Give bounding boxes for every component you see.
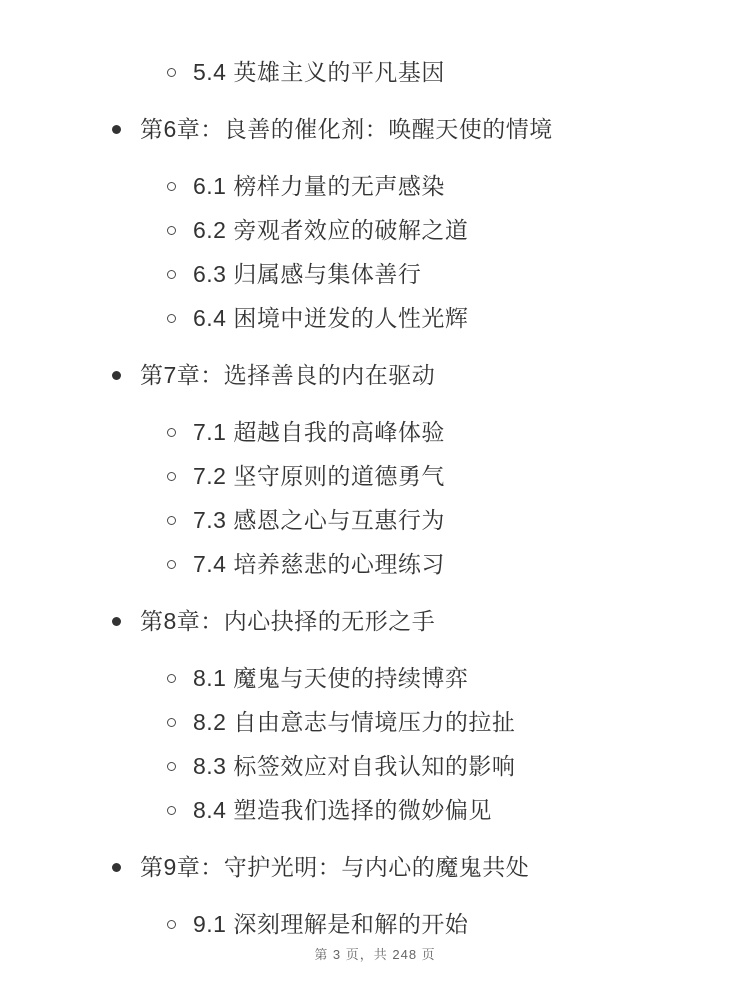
filled-circle-bullet-icon [112,125,121,134]
page-number-indicator: 第 3 页，共 248 页 [314,947,436,962]
open-circle-bullet-icon [167,428,176,437]
open-circle-bullet-icon [167,806,176,815]
toc-section-item [0,410,750,454]
open-circle-bullet-icon [167,270,176,279]
toc-section-label: 8.4 塑造我们选择的微妙偏见 [193,796,492,823]
toc-section-item [0,656,750,700]
toc-section-label: 7.4 培养慈悲的心理练习 [193,550,445,577]
toc-section-item [0,788,750,832]
open-circle-bullet-icon [167,314,176,323]
toc-section-item [0,164,750,208]
toc-section-label: 6.1 榜样力量的无声感染 [193,172,445,199]
toc-section-item [0,498,750,542]
toc-chapter-label: 第9章：守护光明：与内心的魔鬼共处 [140,853,530,880]
open-circle-bullet-icon [167,516,176,525]
toc-section-label: 8.2 自由意志与情境压力的拉扯 [193,708,516,735]
toc-section-label: 8.1 魔鬼与天使的持续博弈 [193,664,469,691]
toc-chapter-label: 第8章：内心抉择的无形之手 [140,607,436,634]
filled-circle-bullet-icon [112,617,121,626]
toc-chapter-label: 第7章：选择善良的内在驱动 [140,361,436,388]
toc-section-item [0,454,750,498]
toc-chapter-item [0,353,750,397]
open-circle-bullet-icon [167,472,176,481]
toc-section-label: 6.2 旁观者效应的破解之道 [193,216,469,243]
open-circle-bullet-icon [167,674,176,683]
toc-section-item [0,542,750,586]
toc-section-item [0,50,750,94]
toc-section-item [0,208,750,252]
open-circle-bullet-icon [167,762,176,771]
toc-section-label: 9.1 深刻理解是和解的开始 [193,910,469,937]
toc-section-item [0,252,750,296]
toc-chapter-label: 第6章：良善的催化剂：唤醒天使的情境 [140,115,553,142]
open-circle-bullet-icon [167,226,176,235]
toc-section-item [0,744,750,788]
toc-section-label: 7.1 超越自我的高峰体验 [193,418,445,445]
toc-section-label: 7.3 感恩之心与互惠行为 [193,506,445,533]
open-circle-bullet-icon [167,68,176,77]
toc-section-label: 7.2 坚守原则的道德勇气 [193,462,445,489]
open-circle-bullet-icon [167,182,176,191]
filled-circle-bullet-icon [112,371,121,380]
toc-chapter-item [0,107,750,151]
filled-circle-bullet-icon [112,863,121,872]
toc-section-label: 5.4 英雄主义的平凡基因 [193,58,445,85]
toc-section-item [0,296,750,340]
toc-chapter-item [0,845,750,889]
toc-section-item [0,700,750,744]
toc-section-label: 6.4 困境中迸发的人性光辉 [193,304,469,331]
open-circle-bullet-icon [167,718,176,727]
toc-section-item [0,902,750,946]
open-circle-bullet-icon [167,920,176,929]
toc-chapter-item [0,599,750,643]
open-circle-bullet-icon [167,560,176,569]
toc-section-label: 8.3 标签效应对自我认知的影响 [193,752,516,779]
toc-section-label: 6.3 归属感与集体善行 [193,260,422,287]
